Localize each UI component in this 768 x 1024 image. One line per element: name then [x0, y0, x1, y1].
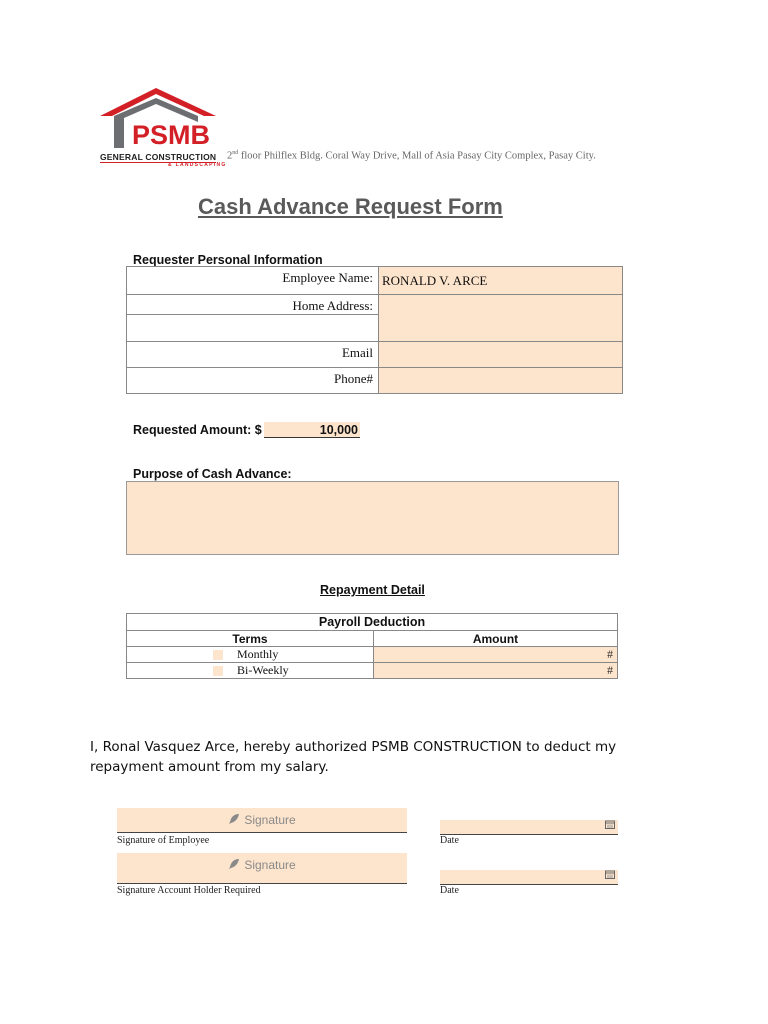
amount-header: Amount — [374, 631, 618, 647]
requested-amount-field[interactable]: 10,000 — [264, 422, 360, 438]
company-subtitle-2: & LANDSCAPING — [168, 162, 227, 168]
signature-placeholder: Signature — [244, 858, 296, 872]
form-title: Cash Advance Request Form — [198, 194, 503, 219]
calendar-icon[interactable] — [605, 820, 615, 834]
payroll-deduction-heading: Payroll Deduction — [127, 614, 618, 631]
company-name: PSMB — [132, 120, 211, 150]
term-label: Bi-Weekly — [237, 663, 289, 677]
term-cell — [127, 663, 374, 679]
signature-placeholder: Signature — [244, 813, 296, 827]
company-address: 2nd floor Philflex Bldg. Coral Way Drive, Mall of Asia Pasay City Complex, Pasay City. — [227, 150, 596, 162]
employee-signature-field[interactable] — [117, 808, 407, 833]
feather-pen-icon — [228, 809, 240, 833]
account-holder-date-field[interactable] — [440, 870, 618, 885]
monthly-amount-field[interactable]: # — [374, 647, 618, 663]
personal-info-heading: Requester Personal Information — [133, 253, 323, 267]
employee-signature-label: Signature of Employee — [117, 835, 210, 846]
purpose-field[interactable] — [126, 481, 619, 555]
biweekly-checkbox[interactable] — [213, 666, 223, 676]
personal-info-table — [126, 266, 623, 394]
home-address-label: Home Address: — [127, 295, 379, 315]
table-row — [127, 647, 618, 663]
home-address-field[interactable] — [379, 295, 623, 342]
email-label: Email — [127, 342, 379, 368]
employee-date-label: Date — [440, 835, 459, 846]
employee-name-label: Employee Name: — [127, 267, 379, 295]
phone-label: Phone# — [127, 368, 379, 394]
repayment-title: Repayment Detail — [320, 583, 425, 597]
term-cell — [127, 647, 374, 663]
table-row — [127, 663, 618, 679]
feather-pen-icon — [228, 854, 240, 878]
email-field[interactable] — [379, 342, 623, 368]
purpose-label: Purpose of Cash Advance: — [133, 467, 292, 481]
account-holder-date-label: Date — [440, 885, 459, 896]
payroll-deduction-table — [126, 613, 618, 679]
account-holder-signature-label: Signature Account Holder Required — [117, 885, 261, 896]
term-label: Monthly — [237, 647, 279, 661]
home-address-label-row2 — [127, 315, 379, 342]
authorization-statement: I, Ronal Vasquez Arce, hereby authorized PSMB CONSTRUCTION to deduct my repayment amount from my salary. — [90, 739, 617, 775]
monthly-checkbox[interactable] — [213, 650, 223, 660]
terms-header: Terms — [127, 631, 374, 647]
employee-name-field[interactable]: RONALD V. ARCE — [379, 267, 623, 295]
calendar-icon[interactable] — [605, 870, 615, 884]
company-subtitle: GENERAL CONSTRUCTION — [100, 152, 217, 162]
phone-field[interactable] — [379, 368, 623, 394]
employee-date-field[interactable] — [440, 820, 618, 835]
requested-amount-label: Requested Amount: $ — [133, 423, 262, 437]
account-holder-signature-field[interactable] — [117, 853, 407, 884]
biweekly-amount-field[interactable]: # — [374, 663, 618, 679]
